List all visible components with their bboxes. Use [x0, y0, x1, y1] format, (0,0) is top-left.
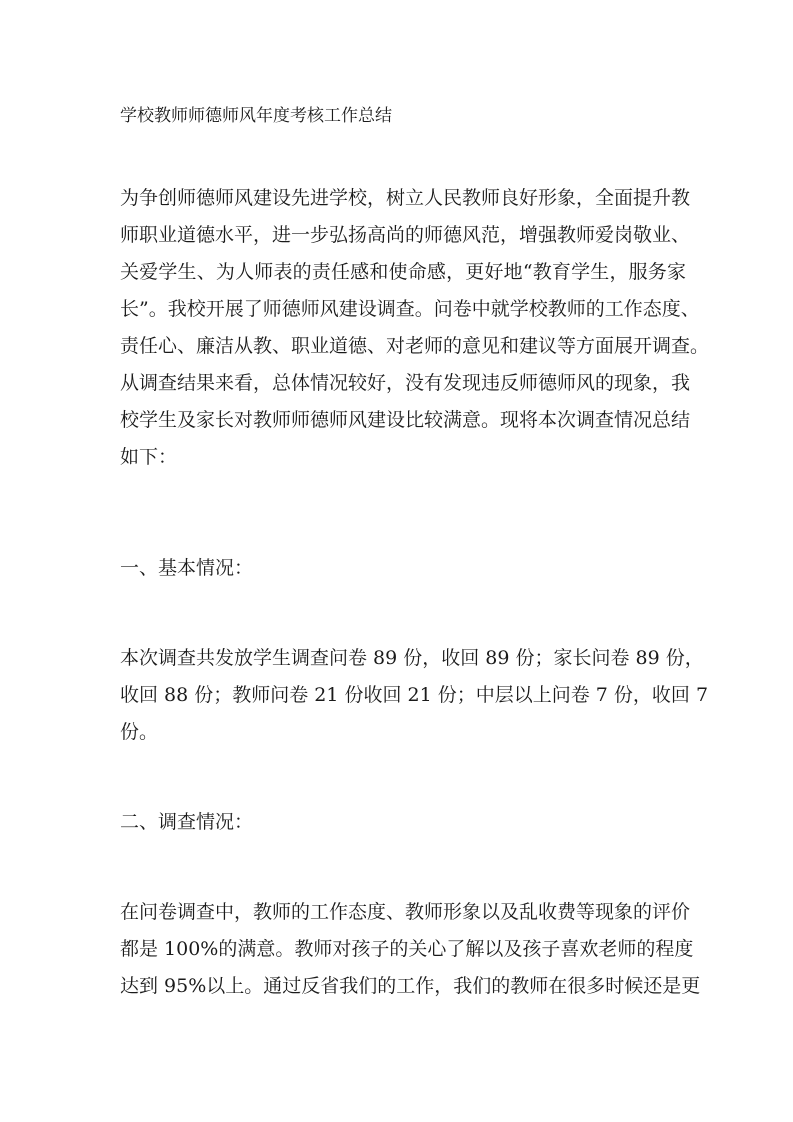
paragraph-line: 校学生及家长对教师师德师风建设比较满意。现将本次调查情况总结 [120, 409, 691, 431]
paragraph-line: 责任心、廉洁从教、职业道德、对老师的意见和建议等方面展开调查。 [120, 335, 710, 357]
section-heading-survey: 二、调查情况： [120, 811, 254, 833]
paragraph-line: 为争创师德师风建设先进学校，树立人民教师良好形象，全面提升教 [120, 187, 691, 209]
paragraph-line: 份。 [120, 721, 159, 743]
paragraph-line: 师职业道德水平，进一步弘扬高尚的师德风范，增强教师爱岗敬业、 [120, 224, 691, 246]
paragraph-line: 长”。我校开展了师德师风建设调查。问卷中就学校教师的工作态度、 [120, 298, 700, 320]
paragraph-line: 收回 88 份；教师问卷 21 份收回 21 份；中层以上问卷 7 份，收回 7 [120, 684, 709, 706]
paragraph-line: 在问卷调查中，教师的工作态度、教师形象以及乱收费等现象的评价 [120, 901, 691, 923]
section-heading-basic: 一、基本情况： [120, 557, 254, 579]
paragraph-line: 关爱学生、为人师表的责任感和使命感，更好地“教育学生，服务家 [120, 261, 686, 283]
paragraph-line: 达到 95%以上。通过反省我们的工作，我们的教师在很多时候还是更 [120, 975, 701, 997]
paragraph-line: 如下： [120, 446, 178, 468]
basic-paragraph [120, 640, 709, 751]
document-title: 学校教师师德师风年度考核工作总结 [120, 106, 392, 126]
survey-paragraph [120, 894, 701, 1005]
paragraph-line: 从调查结果来看，总体情况较好，没有发现违反师德师风的现象，我 [120, 372, 691, 394]
paragraph-line: 都是 100%的满意。教师对孩子的关心了解以及孩子喜欢老师的程度 [120, 938, 694, 960]
intro-paragraph [120, 180, 710, 476]
paragraph-line: 本次调查共发放学生调查问卷 89 份，收回 89 份；家长问卷 89 份， [120, 647, 704, 669]
